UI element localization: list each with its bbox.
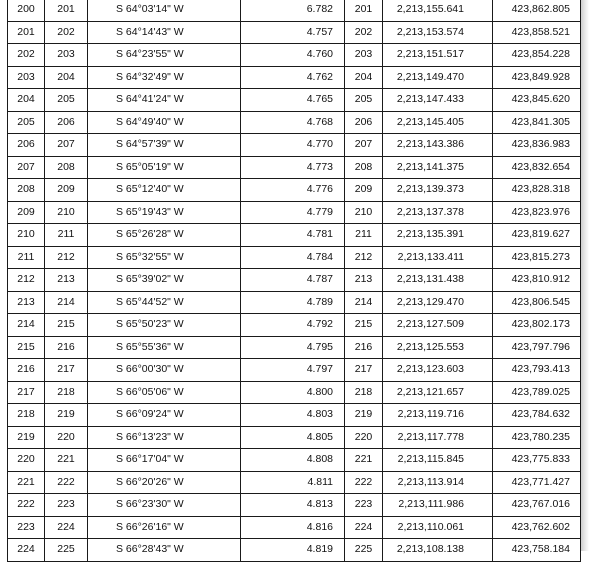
distance-cell: 4.776 [241, 179, 345, 202]
to-station-cell: 213 [45, 269, 88, 292]
from-station-cell: 206 [8, 134, 45, 157]
bearing-cell: S 65°26'28" W [88, 224, 241, 247]
from-station-cell: 201 [8, 21, 45, 44]
from-station-cell: 221 [8, 471, 45, 494]
point-cell: 207 [345, 134, 383, 157]
table-row [8, 44, 581, 67]
point-cell: 208 [345, 156, 383, 179]
table-row [8, 494, 581, 517]
to-station-cell: 218 [45, 381, 88, 404]
point-cell: 210 [345, 201, 383, 224]
from-station-cell: 200 [8, 0, 45, 21]
northing-cell: 2,213,131.438 [383, 269, 493, 292]
table-row [8, 66, 581, 89]
northing-cell: 2,213,125.553 [383, 336, 493, 359]
distance-cell: 4.779 [241, 201, 345, 224]
bearing-cell: S 66°05'06" W [88, 381, 241, 404]
from-station-cell: 203 [8, 66, 45, 89]
from-station-cell: 212 [8, 269, 45, 292]
easting-cell: 423,797.796 [493, 336, 581, 359]
to-station-cell: 225 [45, 539, 88, 562]
northing-cell: 2,213,127.509 [383, 314, 493, 337]
distance-cell: 4.795 [241, 336, 345, 359]
table-row [8, 516, 581, 539]
table-row [8, 111, 581, 134]
point-cell: 220 [345, 426, 383, 449]
easting-cell: 423,845.620 [493, 89, 581, 112]
distance-cell: 4.803 [241, 404, 345, 427]
bearing-cell: S 66°23'30" W [88, 494, 241, 517]
from-station-cell: 224 [8, 539, 45, 562]
from-station-cell: 220 [8, 449, 45, 472]
to-station-cell: 214 [45, 291, 88, 314]
to-station-cell: 204 [45, 66, 88, 89]
distance-cell: 4.757 [241, 21, 345, 44]
table-row [8, 471, 581, 494]
point-cell: 221 [345, 449, 383, 472]
distance-cell: 4.760 [241, 44, 345, 67]
from-station-cell: 209 [8, 201, 45, 224]
northing-cell: 2,213,149.470 [383, 66, 493, 89]
table-row [8, 539, 581, 562]
northing-cell: 2,213,129.470 [383, 291, 493, 314]
bearing-cell: S 65°32'55" W [88, 246, 241, 269]
easting-cell: 423,849.928 [493, 66, 581, 89]
to-station-cell: 208 [45, 156, 88, 179]
point-cell: 225 [345, 539, 383, 562]
bearing-cell: S 66°17'04" W [88, 449, 241, 472]
easting-cell: 423,775.833 [493, 449, 581, 472]
from-station-cell: 205 [8, 111, 45, 134]
easting-cell: 423,762.602 [493, 516, 581, 539]
from-station-cell: 219 [8, 426, 45, 449]
distance-cell: 4.819 [241, 539, 345, 562]
table-row [8, 359, 581, 382]
bearing-cell: S 65°55'36" W [88, 336, 241, 359]
northing-cell: 2,213,151.517 [383, 44, 493, 67]
northing-cell: 2,213,141.375 [383, 156, 493, 179]
distance-cell: 4.792 [241, 314, 345, 337]
distance-cell: 4.800 [241, 381, 345, 404]
point-cell: 222 [345, 471, 383, 494]
table-row [8, 0, 581, 21]
from-station-cell: 223 [8, 516, 45, 539]
easting-cell: 423,823.976 [493, 201, 581, 224]
easting-cell: 423,836.983 [493, 134, 581, 157]
table-row [8, 134, 581, 157]
distance-cell: 4.797 [241, 359, 345, 382]
northing-cell: 2,213,153.574 [383, 21, 493, 44]
page-edge-shadow [581, 0, 589, 551]
from-station-cell: 213 [8, 291, 45, 314]
to-station-cell: 207 [45, 134, 88, 157]
easting-cell: 423,854.228 [493, 44, 581, 67]
point-cell: 213 [345, 269, 383, 292]
bearing-cell: S 65°44'52" W [88, 291, 241, 314]
bearing-cell: S 66°00'30" W [88, 359, 241, 382]
point-cell: 202 [345, 21, 383, 44]
easting-cell: 423,793.413 [493, 359, 581, 382]
distance-cell: 4.781 [241, 224, 345, 247]
northing-cell: 2,213,137.378 [383, 201, 493, 224]
table-row [8, 179, 581, 202]
from-station-cell: 217 [8, 381, 45, 404]
table-row [8, 21, 581, 44]
table-row [8, 201, 581, 224]
from-station-cell: 222 [8, 494, 45, 517]
survey-table-body [8, 0, 581, 561]
easting-cell: 423,758.184 [493, 539, 581, 562]
easting-cell: 423,815.273 [493, 246, 581, 269]
bearing-cell: S 64°14'43" W [88, 21, 241, 44]
distance-cell: 4.784 [241, 246, 345, 269]
point-cell: 218 [345, 381, 383, 404]
point-cell: 212 [345, 246, 383, 269]
to-station-cell: 222 [45, 471, 88, 494]
bearing-cell: S 65°19'43" W [88, 201, 241, 224]
survey-table [7, 0, 581, 562]
northing-cell: 2,213,143.386 [383, 134, 493, 157]
northing-cell: 2,213,147.433 [383, 89, 493, 112]
easting-cell: 423,802.173 [493, 314, 581, 337]
from-station-cell: 216 [8, 359, 45, 382]
easting-cell: 423,771.427 [493, 471, 581, 494]
distance-cell: 4.789 [241, 291, 345, 314]
bearing-cell: S 66°13'23" W [88, 426, 241, 449]
to-station-cell: 211 [45, 224, 88, 247]
northing-cell: 2,213,117.778 [383, 426, 493, 449]
to-station-cell: 216 [45, 336, 88, 359]
table-row [8, 426, 581, 449]
bearing-cell: S 66°20'26" W [88, 471, 241, 494]
easting-cell: 423,810.912 [493, 269, 581, 292]
northing-cell: 2,213,115.845 [383, 449, 493, 472]
from-station-cell: 215 [8, 336, 45, 359]
northing-cell: 2,213,135.391 [383, 224, 493, 247]
distance-cell: 4.762 [241, 66, 345, 89]
to-station-cell: 215 [45, 314, 88, 337]
northing-cell: 2,213,123.603 [383, 359, 493, 382]
from-station-cell: 207 [8, 156, 45, 179]
table-row [8, 156, 581, 179]
easting-cell: 423,862.805 [493, 0, 581, 21]
distance-cell: 4.768 [241, 111, 345, 134]
table-row [8, 224, 581, 247]
northing-cell: 2,213,139.373 [383, 179, 493, 202]
to-station-cell: 220 [45, 426, 88, 449]
to-station-cell: 206 [45, 111, 88, 134]
easting-cell: 423,819.627 [493, 224, 581, 247]
easting-cell: 423,832.654 [493, 156, 581, 179]
to-station-cell: 221 [45, 449, 88, 472]
easting-cell: 423,784.632 [493, 404, 581, 427]
point-cell: 211 [345, 224, 383, 247]
to-station-cell: 210 [45, 201, 88, 224]
northing-cell: 2,213,145.405 [383, 111, 493, 134]
bearing-cell: S 66°28'43" W [88, 539, 241, 562]
point-cell: 209 [345, 179, 383, 202]
point-cell: 219 [345, 404, 383, 427]
northing-cell: 2,213,108.138 [383, 539, 493, 562]
table-row [8, 269, 581, 292]
to-station-cell: 209 [45, 179, 88, 202]
easting-cell: 423,858.521 [493, 21, 581, 44]
bearing-cell: S 65°12'40" W [88, 179, 241, 202]
from-station-cell: 214 [8, 314, 45, 337]
bearing-cell: S 65°05'19" W [88, 156, 241, 179]
bearing-cell: S 64°41'24" W [88, 89, 241, 112]
bearing-cell: S 65°39'02" W [88, 269, 241, 292]
northing-cell: 2,213,113.914 [383, 471, 493, 494]
table-row [8, 246, 581, 269]
bearing-cell: S 66°26'16" W [88, 516, 241, 539]
point-cell: 215 [345, 314, 383, 337]
northing-cell: 2,213,119.716 [383, 404, 493, 427]
point-cell: 205 [345, 89, 383, 112]
table-row [8, 449, 581, 472]
northing-cell: 2,213,155.641 [383, 0, 493, 21]
table-row [8, 336, 581, 359]
from-station-cell: 204 [8, 89, 45, 112]
easting-cell: 423,828.318 [493, 179, 581, 202]
table-row [8, 381, 581, 404]
distance-cell: 4.805 [241, 426, 345, 449]
to-station-cell: 224 [45, 516, 88, 539]
distance-cell: 4.787 [241, 269, 345, 292]
to-station-cell: 212 [45, 246, 88, 269]
from-station-cell: 211 [8, 246, 45, 269]
to-station-cell: 223 [45, 494, 88, 517]
northing-cell: 2,213,121.657 [383, 381, 493, 404]
bearing-cell: S 64°57'39" W [88, 134, 241, 157]
to-station-cell: 219 [45, 404, 88, 427]
bearing-cell: S 64°03'14" W [88, 0, 241, 21]
bearing-cell: S 66°09'24" W [88, 404, 241, 427]
easting-cell: 423,806.545 [493, 291, 581, 314]
to-station-cell: 201 [45, 0, 88, 21]
point-cell: 223 [345, 494, 383, 517]
point-cell: 203 [345, 44, 383, 67]
bearing-cell: S 64°49'40" W [88, 111, 241, 134]
table-row [8, 314, 581, 337]
distance-cell: 4.808 [241, 449, 345, 472]
distance-cell: 4.816 [241, 516, 345, 539]
from-station-cell: 210 [8, 224, 45, 247]
table-row [8, 291, 581, 314]
point-cell: 201 [345, 0, 383, 21]
from-station-cell: 218 [8, 404, 45, 427]
easting-cell: 423,780.235 [493, 426, 581, 449]
northing-cell: 2,213,111.986 [383, 494, 493, 517]
point-cell: 206 [345, 111, 383, 134]
bearing-cell: S 64°23'55" W [88, 44, 241, 67]
from-station-cell: 208 [8, 179, 45, 202]
distance-cell: 4.765 [241, 89, 345, 112]
to-station-cell: 203 [45, 44, 88, 67]
from-station-cell: 202 [8, 44, 45, 67]
distance-cell: 4.773 [241, 156, 345, 179]
easting-cell: 423,789.025 [493, 381, 581, 404]
bearing-cell: S 65°50'23" W [88, 314, 241, 337]
northing-cell: 2,213,133.411 [383, 246, 493, 269]
northing-cell: 2,213,110.061 [383, 516, 493, 539]
point-cell: 224 [345, 516, 383, 539]
point-cell: 204 [345, 66, 383, 89]
distance-cell: 4.813 [241, 494, 345, 517]
distance-cell: 4.811 [241, 471, 345, 494]
to-station-cell: 202 [45, 21, 88, 44]
distance-cell: 4.770 [241, 134, 345, 157]
point-cell: 214 [345, 291, 383, 314]
to-station-cell: 205 [45, 89, 88, 112]
point-cell: 217 [345, 359, 383, 382]
to-station-cell: 217 [45, 359, 88, 382]
easting-cell: 423,841.305 [493, 111, 581, 134]
table-row [8, 404, 581, 427]
distance-cell: 6.782 [241, 0, 345, 21]
bearing-cell: S 64°32'49" W [88, 66, 241, 89]
table-row [8, 89, 581, 112]
easting-cell: 423,767.016 [493, 494, 581, 517]
point-cell: 216 [345, 336, 383, 359]
